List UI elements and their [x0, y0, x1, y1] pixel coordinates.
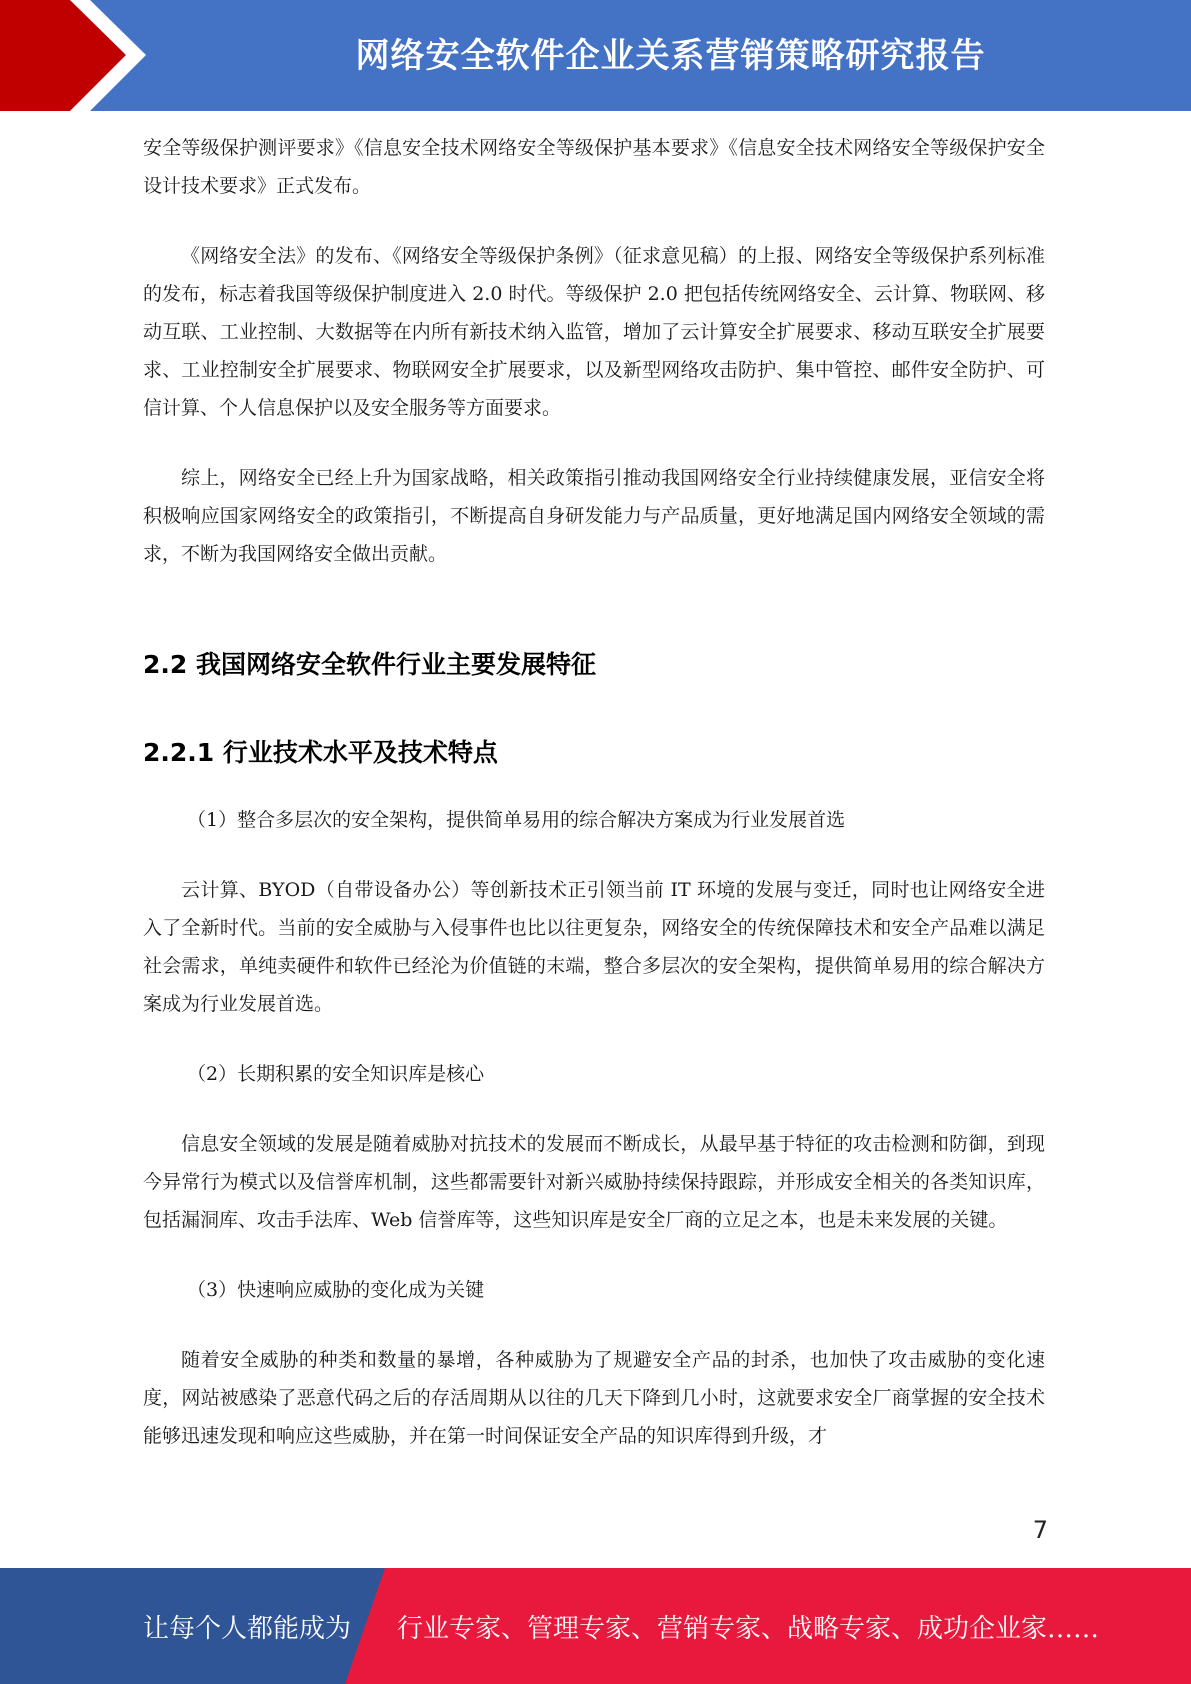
- item-2-title: （2）长期积累的安全知识库是核心: [187, 1063, 485, 1085]
- page-header: [0, 0, 1191, 111]
- page-content: [143, 129, 1045, 1455]
- item-3-body: 随着安全威胁的种类和数量的暴增，各种威胁为了规避安全产品的封杀，也加快了攻击威胁的变化速度，网站被感染了恶意代码之后的存活周期从以往的几天下降到几小时，这就要求安全厂商掌握的安全技术能够迅速发现和响应这些威胁，并在第一时间保证安全产品的知识库得到升级，才: [143, 1349, 1045, 1447]
- section-heading: 2.2 我国网络安全软件行业主要发展特征: [143, 650, 596, 679]
- item-1-body: 云计算、BYOD（自带设备办公）等创新技术正引领当前 IT 环境的发展与变迁，同时也让网络安全进入了全新时代。当前的安全威胁与入侵事件也比以往更复杂，网络安全的传统保障技术和安全产品难以满足社会需求，单纯卖硬件和软件已经沦为价值链的末端，整合多层次的安全架构，提供简单易用的综合解决方案成为行业发展首选。: [143, 879, 1045, 1015]
- item-3-title: （3）快速响应威胁的变化成为关键: [187, 1279, 485, 1301]
- page-number: 7: [1032, 1516, 1048, 1544]
- footer-slogan-left: 让每个人都能成为: [143, 1613, 352, 1644]
- paragraph-cybersecurity-law: 《网络安全法》的发布、《网络安全等级保护条例》（征求意见稿）的上报、网络安全等级保护系列标准的发布，标志着我国等级保护制度进入 2.0 时代。等级保护 2.0 把包括传统网络安全、云计算、物联网、移动互联、工业控制、大数据等在内所有新技术纳入监管，增加了云计算安全扩展要求、移动互联安全扩展要求、工业控制安全扩展要求、物联网安全扩展要求，以及新型网络攻击防护、集中管控、邮件安全防护、可信计算、个人信息保护以及安全服务等方面要求。: [143, 245, 1045, 419]
- paragraph-continued: 安全等级保护测评要求》《信息安全技术网络安全等级保护基本要求》《信息安全技术网络安全等级保护安全设计技术要求》正式发布。: [143, 137, 1045, 197]
- item-1-title: （1）整合多层次的安全架构，提供简单易用的综合解决方案成为行业发展首选: [187, 809, 846, 831]
- item-2-body: 信息安全领域的发展是随着威胁对抗技术的发展而不断成长，从最早基于特征的攻击检测和防御，到现今异常行为模式以及信誉库机制，这些都需要针对新兴威胁持续保持跟踪，并形成安全相关的各类知识库，包括漏洞库、攻击手法库、Web 信誉库等，这些知识库是安全厂商的立足之本，也是未来发展的关键。: [143, 1133, 1045, 1231]
- header-arrow-decoration: [0, 0, 160, 111]
- footer-slogan-right: 行业专家、管理专家、营销专家、战略专家、成功企业家……: [397, 1613, 1100, 1644]
- subsection-heading: 2.2.1 行业技术水平及技术特点: [143, 738, 498, 767]
- page-footer: [0, 1568, 1191, 1684]
- report-title: 网络安全软件企业关系营销策略研究报告: [355, 36, 986, 76]
- paragraph-summary: 综上，网络安全已经上升为国家战略，相关政策指引推动我国网络安全行业持续健康发展，亚信安全将积极响应国家网络安全的政策指引，不断提高自身研发能力与产品质量，更好地满足国内网络安全领域的需求，不断为我国网络安全做出贡献。: [143, 467, 1045, 565]
